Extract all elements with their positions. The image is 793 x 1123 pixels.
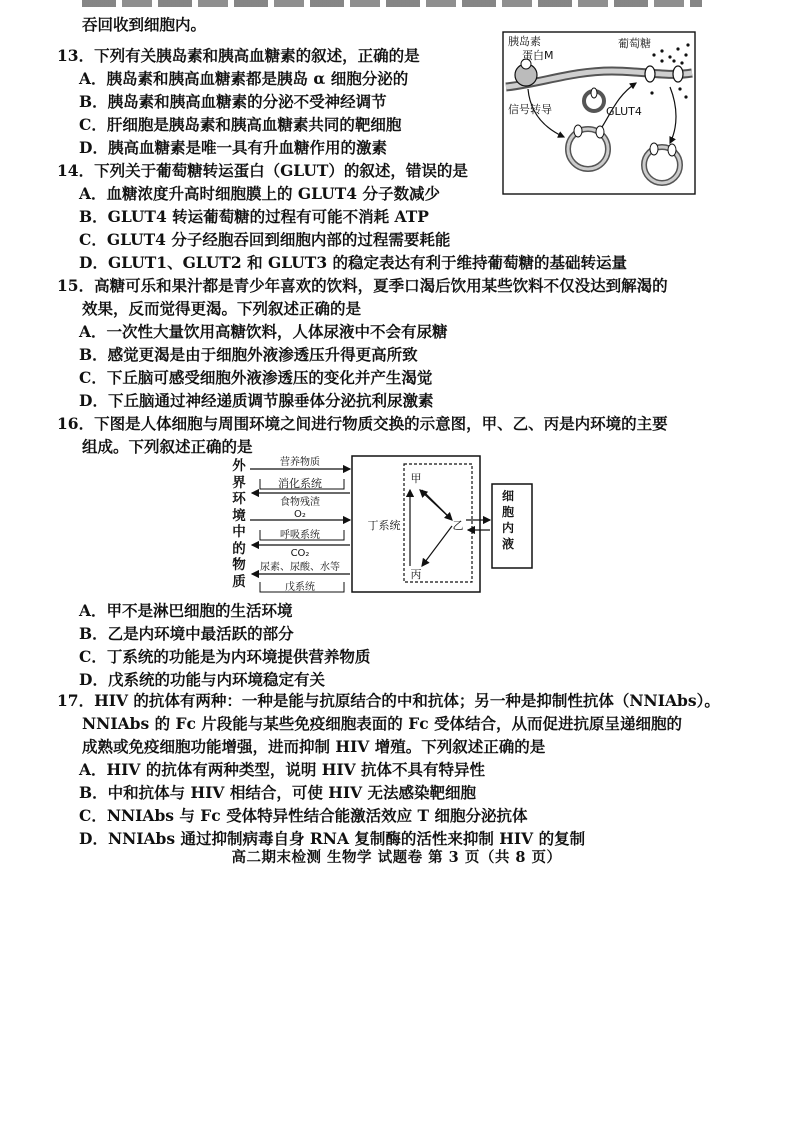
glut4-diagram [502, 31, 696, 195]
label-cell-fluid: 细胞内液 [501, 489, 514, 551]
label-co2: CO₂ [290, 548, 310, 559]
intro-tail: 吞回收到细胞内。 [82, 15, 207, 34]
q15-option-c: C．下丘脑可感受细胞外液渗透压的变化并产生渴觉 [79, 368, 433, 387]
label-digest: 消化系统 [278, 477, 322, 490]
cropped-previous-line [82, 0, 702, 7]
q14-option-a: A．血糖浓度升高时细胞膜上的 GLUT4 分子数减少 [79, 184, 440, 203]
q17-stem-line1: 17．HIV 的抗体有两种：一种是能与抗原结合的中和抗体；另一种是抑制性抗体（NNIAbs）。 [57, 691, 720, 710]
q15-option-d: D．下丘脑通过神经递质调节腺垂体分泌抗利尿激素 [79, 391, 434, 410]
q14-option-c: C．GLUT4 分子经胞吞回到细胞内部的过程需要耗能 [79, 230, 451, 249]
q14-option-b: B．GLUT4 转运葡萄糖的过程有可能不消耗 ATP [79, 207, 429, 226]
exchange-diagram [246, 454, 566, 600]
q17-stem-line2: NNIAbs 的 Fc 片段能与某些免疫细胞表面的 Fc 受体结合，从而促进抗原呈递细胞的 [82, 714, 683, 733]
q16-stem-line1: 16．下图是人体细胞与周围环境之间进行物质交换的示意图，甲、乙、丙是内环境的主要 [57, 414, 668, 433]
label-bing: 丙 [410, 568, 422, 581]
q13-stem: 13．下列有关胰岛素和胰高血糖素的叙述，正确的是 [57, 46, 420, 65]
label-wu: 戊系统 [285, 582, 315, 593]
fig2-left-label: 外界环境中的物质 [232, 458, 246, 590]
q15-stem-line1: 15．高糖可乐和果汁都是青少年喜欢的饮料，夏季口渴后饮用某些饮料不仅没达到解渴的 [57, 276, 668, 295]
q17-option-b: B．中和抗体与 HIV 相结合，可使 HIV 无法感染靶细胞 [79, 783, 477, 802]
label-residue: 食物残渣 [280, 497, 320, 508]
q13-option-b: B．胰岛素和胰高血糖素的分泌不受神经调节 [79, 92, 387, 111]
label-nutrients: 营养物质 [280, 457, 320, 468]
page-footer: 高二期末检测 生物学 试题卷 第 3 页（共 8 页） [231, 849, 562, 866]
label-o2: O₂ [294, 509, 306, 520]
q15-option-a: A．一次性大量饮用高糖饮料，人体尿液中不会有尿糖 [79, 322, 448, 341]
label-glucose: 葡萄糖 [618, 37, 651, 50]
label-jia: 甲 [410, 472, 422, 485]
q14-option-d: D．GLUT1、GLUT2 和 GLUT3 的稳定表达有利于维持葡萄糖的基础转运量 [79, 253, 628, 272]
q15-stem-line2: 效果，反而觉得更渴。下列叙述正确的是 [82, 299, 362, 318]
q16-stem-line2: 组成。下列叙述正确的是 [82, 437, 253, 456]
q13-option-a: A．胰岛素和胰高血糖素都是胰岛 α 细胞分泌的 [79, 69, 409, 88]
label-resp: 呼吸系统 [280, 530, 320, 541]
label-signal: 信号转导 [508, 103, 552, 116]
q14-stem: 14．下列关于葡萄糖转运蛋白（GLUT）的叙述，错误的是 [57, 161, 468, 180]
q17-option-a: A．HIV 的抗体有两种类型，说明 HIV 抗体不具有特异性 [79, 760, 486, 779]
q16-option-b: B．乙是内环境中最活跃的部分 [79, 624, 294, 643]
q17-option-c: C．NNIAbs 与 Fc 受体特异性结合能激活效应 T 细胞分泌抗体 [79, 806, 528, 825]
label-glut4: GLUT4 [606, 105, 642, 118]
arrow-yi-to-bing [422, 526, 452, 566]
q17-stem-line3: 成熟或免疫细胞功能增强，进而抑制 HIV 增殖。下列叙述正确的是 [82, 737, 546, 756]
label-protein-m: 蛋白M [522, 49, 554, 62]
q16-option-a: A．甲不是淋巴细胞的生活环境 [79, 601, 293, 620]
q15-option-b: B．感觉更渴是由于细胞外液渗透压升得更高所致 [79, 345, 418, 364]
q16-option-c: C．丁系统的功能是为内环境提供营养物质 [79, 647, 371, 666]
label-insulin: 胰岛素 [508, 35, 541, 48]
label-waste: 尿素、尿酸、水等 [260, 562, 340, 573]
q13-option-c: C．肝细胞是胰岛素和胰高血糖素共同的靶细胞 [79, 115, 402, 134]
label-ding: 丁系统 [367, 519, 401, 532]
q16-option-d: D．戊系统的功能与内环境稳定有关 [79, 670, 325, 689]
q17-option-d: D．NNIAbs 通过抑制病毒自身 RNA 复制酶的活性来抑制 HIV 的复制 [79, 829, 586, 848]
arrow-yi-to-jia [420, 490, 450, 518]
label-yi: 乙 [452, 519, 464, 532]
q13-option-d: D．胰高血糖素是唯一具有升血糖作用的激素 [79, 138, 387, 157]
